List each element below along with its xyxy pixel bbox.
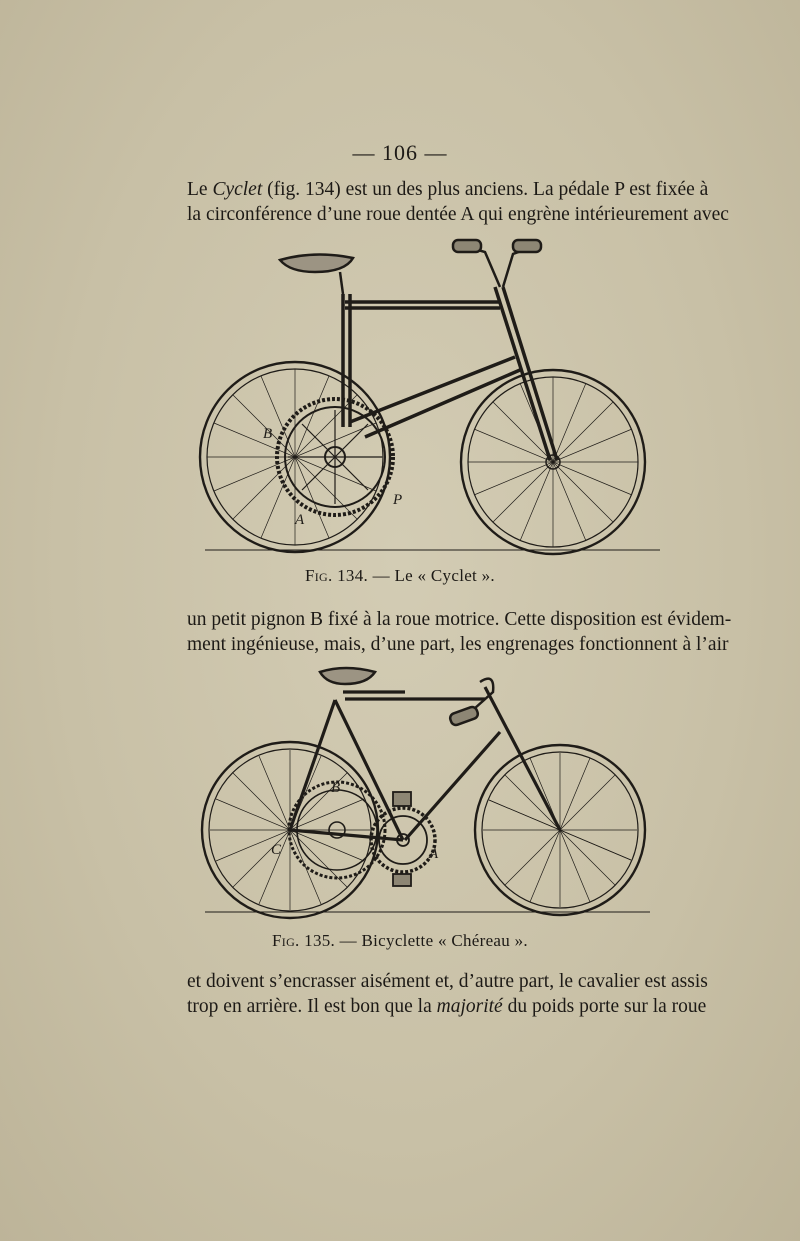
term-cyclet: Cyclet xyxy=(212,179,263,200)
paragraph-1-line-1: Le Cyclet (fig. 134) est un des plus anciens. La pédale P est fixée à xyxy=(187,179,709,200)
saddle xyxy=(280,254,353,294)
figure-134-caption: Fig. 134. — Le « Cyclet ». xyxy=(305,566,495,585)
saddle xyxy=(320,668,375,684)
figure-134-illustration xyxy=(195,232,665,562)
page-number: — 106 — xyxy=(352,140,448,165)
paragraph-3-line-1: et doivent s’encrasser aisément et, d’autre part, le cavalier est assis xyxy=(187,971,708,992)
label-p: P xyxy=(393,492,403,508)
paragraph-3 xyxy=(187,969,708,1019)
label-a: A xyxy=(429,846,439,862)
paragraph-1-line-2: la circonférence d’une roue dentée A qui engrène intérieurement avec xyxy=(187,204,729,225)
toothed-wheel-a xyxy=(277,399,393,515)
paragraph-2-line-1: un petit pignon B fixé à la roue motrice. Cette disposition est évidem- xyxy=(187,609,732,630)
handlebar xyxy=(449,679,493,727)
paragraph-2 xyxy=(187,607,732,657)
figure-135-caption: Fig. 135. — Bicyclette « Chéreau ». xyxy=(272,931,528,950)
term-majorite: majorité xyxy=(436,996,503,1017)
handlebar xyxy=(453,240,541,287)
figure-135-illustration xyxy=(195,662,660,932)
label-b: B xyxy=(263,426,273,442)
label-b: B xyxy=(331,780,341,796)
front-wheel xyxy=(461,370,645,554)
paragraph-3-line-2: trop en arrière. Il est bon que la majorité du poids porte sur la roue xyxy=(187,996,707,1017)
label-a: A xyxy=(295,512,305,528)
paragraph-2-line-2: ment ingénieuse, mais, d’une part, les engrenages fonctionnent à l’air xyxy=(187,634,729,655)
label-c: C xyxy=(271,842,282,858)
paragraph-1 xyxy=(187,177,729,227)
